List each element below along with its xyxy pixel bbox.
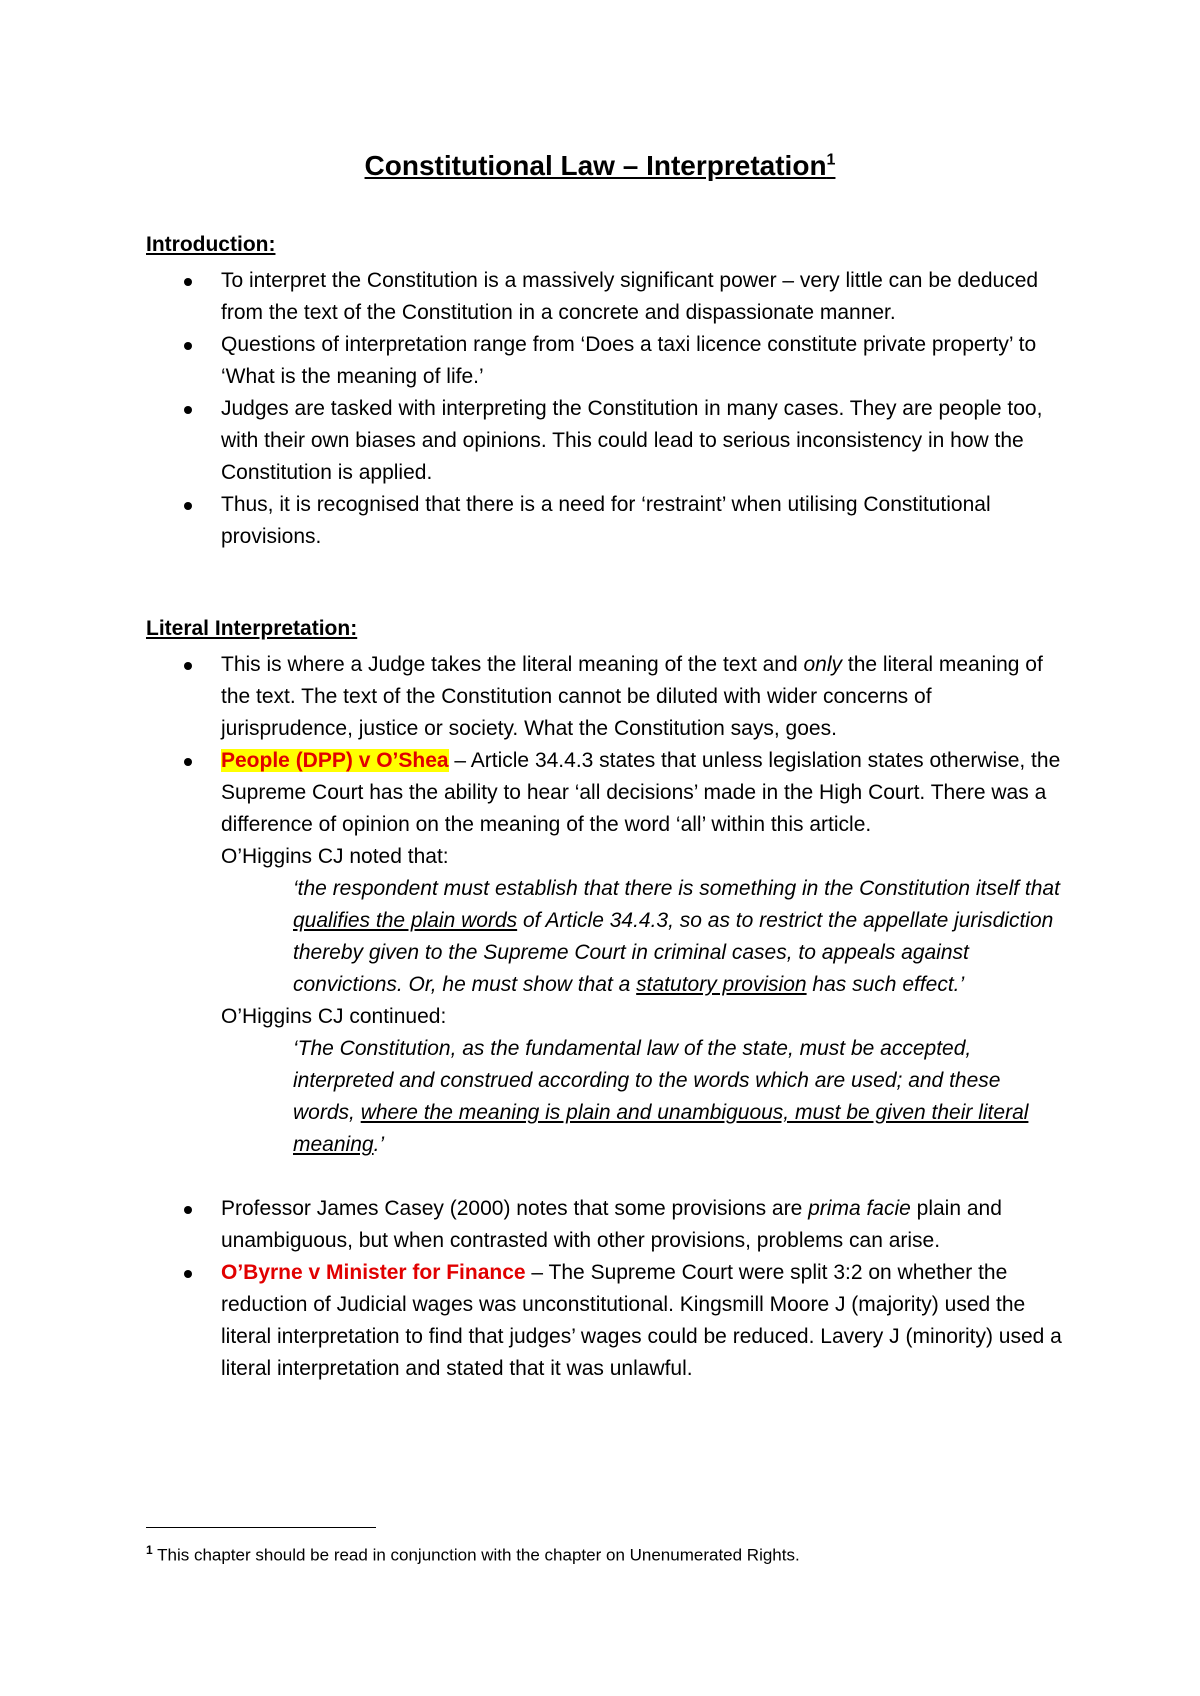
intro-bullet-text: Judges are tasked with interpreting the Constitution in many cases. They are people too, with their own biases and opinions. This could lead to serious inconsistency in how the Constitution is applied.: [221, 397, 1043, 484]
intro-bullet-text: To interpret the Constitution is a massively significant power – very little can be deduced from the text of the Constitution in a concrete and dispassionate manner.: [221, 269, 1039, 324]
literal-bullet-text: [221, 649, 1066, 745]
case-name-obyrne: O’Byrne v Minister for Finance: [221, 1261, 526, 1284]
literal-bullet-text: [221, 745, 1066, 841]
quote-run: has such effect.’: [806, 973, 965, 996]
literal-bullet: [146, 649, 1066, 745]
ohiggins-noted: O’Higgins CJ noted that:: [221, 845, 449, 868]
intro-bullet: [146, 393, 1066, 489]
quote-underline: where the meaning is plain and unambiguous, must be given their literal meaning: [293, 1101, 1029, 1156]
quote-run: ‘The Constitution, as the fundamental law of the state, must be accepted, interpreted and construed according to the words which are used; and these words,: [293, 1037, 1001, 1124]
intro-bullet-text: Questions of interpretation range from ‘Does a taxi licence constitute private property’ to ‘What is the meaning of life.’: [221, 333, 1037, 388]
literal-bullet-obyrne: [146, 1257, 1066, 1385]
title-footnote-marker: 1: [826, 151, 836, 169]
bullet-dot-icon: [184, 662, 192, 670]
ohiggins-continued: O’Higgins CJ continued:: [221, 1005, 447, 1028]
emphasis-run: only: [803, 653, 843, 676]
quote-underline: statutory provision: [636, 973, 807, 996]
text-run: – Article 34.4.3 states that unless legislation states otherwise, the Supreme Court has the ability to hear ‘all decisions’ made in the High Court. There was a difference of opinion on the meaning of the word ‘all’ within this article.: [221, 749, 1061, 836]
intro-bullet: [146, 265, 1066, 329]
ohiggins-quote-2: [293, 1033, 1066, 1161]
literal-bullet-text: [221, 1257, 1066, 1385]
bullet-dot-icon: [184, 502, 192, 510]
case-name-oshea: People (DPP) v O’Shea: [221, 749, 449, 772]
title-text: Constitutional Law – Interpretation: [364, 150, 827, 181]
text-run: Professor James Casey (2000) notes that some provisions are: [221, 1197, 809, 1220]
intro-bullet: [146, 329, 1066, 393]
intro-bullet: [146, 489, 1066, 553]
bullet-dot-icon: [184, 406, 192, 414]
emphasis-run: prima facie: [808, 1197, 911, 1220]
quote-run: of Article 34.4.3, so as to restrict the appellate jurisdiction thereby given to the Supreme Court in criminal cases, to appeals against convictions. Or, he must show that a: [293, 909, 1054, 996]
bullet-dot-icon: [184, 278, 192, 286]
footnote-marker: 1: [146, 1543, 153, 1557]
ohiggins-quote-1: [293, 873, 1066, 1001]
literal-heading: Literal Interpretation:: [146, 617, 358, 640]
text-run: plain and unambiguous, but when contrasted with other provisions, problems can arise.: [221, 1197, 1002, 1252]
footnote-text: This chapter should be read in conjunction with the chapter on Unenumerated Rights.: [152, 1545, 800, 1565]
literal-bullet-text: [221, 1193, 1066, 1257]
footnote-separator: [146, 1527, 376, 1528]
page-title: [0, 150, 1200, 182]
text-run: the literal meaning of the text. The text of the Constitution cannot be diluted with wider concerns of jurisprudence, justice or society. What the Constitution says, goes.: [221, 653, 1043, 740]
bullet-dot-icon: [184, 1206, 192, 1214]
text-run: This is where a Judge takes the literal meaning of the text and: [221, 653, 804, 676]
literal-bullet: [146, 1193, 1066, 1257]
bullet-dot-icon: [184, 758, 192, 766]
quote-run: ‘the respondent must establish that there is something in the Constitution itself that: [293, 877, 1060, 900]
text-run: – The Supreme Court were split 3:2 on whether the reduction of Judicial wages was unconstitutional. Kingsmill Moore J (majority) used the literal interpretation to find that judges’ wages could be reduced. Lavery J (minority) used a literal interpretation and stated that it was unlawful.: [221, 1261, 1062, 1380]
quote-underline: qualifies the plain words: [293, 909, 518, 932]
literal-bullet-oshea: [146, 745, 1066, 1161]
quote-run: .’: [373, 1133, 385, 1156]
footnote: [146, 1543, 800, 1566]
bullet-dot-icon: [184, 342, 192, 350]
intro-bullet-text: Thus, it is recognised that there is a need for ‘restraint’ when utilising Constitutional provisions.: [221, 493, 991, 548]
intro-heading: Introduction:: [146, 233, 276, 256]
bullet-dot-icon: [184, 1270, 192, 1278]
